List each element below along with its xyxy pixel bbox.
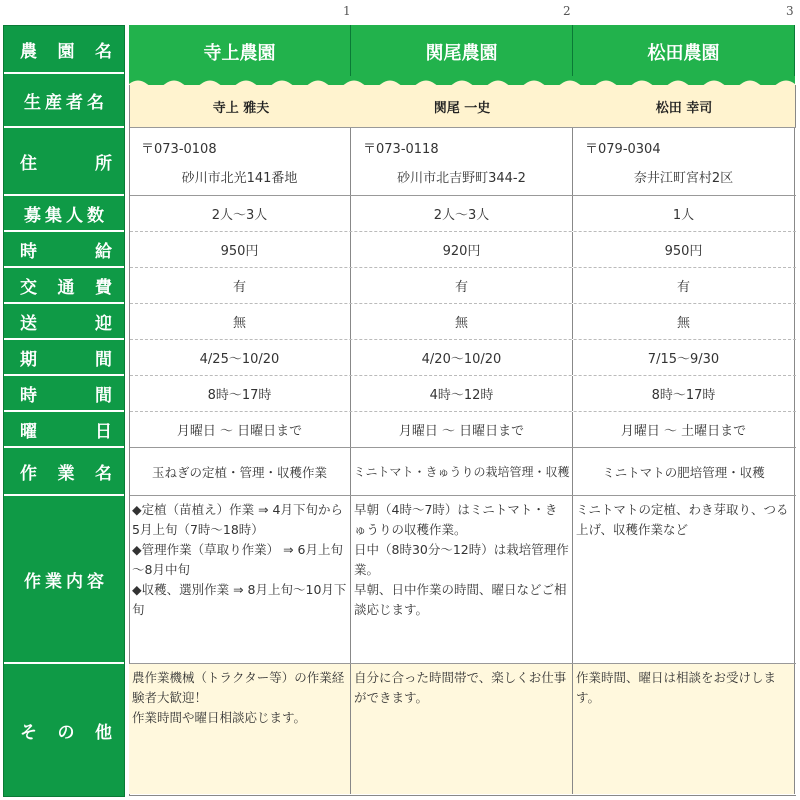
label-recruits: 募集人数 (4, 196, 124, 232)
wage-3: 950円 (573, 232, 795, 267)
hours-2: 4時～12時 (351, 376, 573, 411)
label-period: 期 間 (4, 340, 124, 376)
producer-2: 関尾 一史 (351, 85, 574, 127)
farm-header-1: 寺上農園 (129, 25, 351, 85)
label-job-name: 作 業 名 (4, 448, 124, 496)
period-3: 7/15～9/30 (573, 340, 795, 375)
pickup-2: 無 (351, 304, 573, 339)
column-number-1: 1 (343, 4, 351, 18)
other-3: 作業時間、曜日は相談をお受けします。 (573, 664, 795, 794)
job-name-1: 玉ねぎの定植・管理・収穫作業 (129, 448, 351, 495)
days-2: 月曜日 ～ 日曜日まで (351, 412, 573, 447)
label-address: 住 所 (4, 128, 124, 196)
address-3: 奈井江町宮村2区 (633, 171, 734, 186)
wage-1: 950円 (129, 232, 351, 267)
zip-3: 〒079-0304 (585, 142, 661, 157)
producer-1: 寺上 雅夫 (129, 85, 353, 127)
period-1: 4/25～10/20 (129, 340, 351, 375)
label-wage: 時 給 (4, 232, 124, 268)
job-name-2: ミニトマト・きゅうりの栽培管理・収穫 (351, 448, 573, 495)
column-number-3: 3 (786, 4, 794, 18)
address-cell-2 (351, 128, 573, 195)
label-days: 曜 日 (4, 412, 124, 448)
transport-1: 有 (129, 268, 351, 303)
address-1: 砂川市北光141番地 (181, 171, 298, 186)
zip-2: 〒073-0118 (363, 142, 439, 157)
job-name-3: ミニトマトの肥培管理・収穫 (573, 448, 795, 495)
label-pickup: 送 迎 (4, 304, 124, 340)
producer-3: 松田 幸司 (573, 85, 796, 127)
zip-1: 〒073-0108 (141, 142, 217, 157)
recruits-1: 2人～3人 (129, 196, 351, 231)
transport-2: 有 (351, 268, 573, 303)
other-2: 自分に合った時間帯で、楽しくお仕事ができます。 (351, 664, 573, 794)
label-job-detail: 作業内容 (4, 496, 124, 664)
recruits-2: 2人～3人 (351, 196, 573, 231)
row-label-column (3, 25, 125, 797)
days-1: 月曜日 ～ 日曜日まで (129, 412, 351, 447)
farm-header-2: 関尾農園 (351, 25, 573, 85)
column-number-2: 2 (563, 4, 571, 18)
label-farm-name: 農 園 名 (4, 26, 124, 74)
days-3: 月曜日 ～ 土曜日まで (573, 412, 795, 447)
label-transport: 交 通 費 (4, 268, 124, 304)
label-hours: 時 間 (4, 376, 124, 412)
wage-2: 920円 (351, 232, 573, 267)
period-2: 4/20～10/20 (351, 340, 573, 375)
pickup-3: 無 (573, 304, 795, 339)
address-cell-1 (129, 128, 351, 195)
recruits-3: 1人 (573, 196, 795, 231)
label-producer: 生産者名 (4, 74, 124, 128)
job-detail-2: 早朝（4時～7時）はミニトマト・きゅうりの収穫作業。 日中（8時30分～12時）は栽培管理作業。 早朝、日中作業の時間、曜日などご相談応じます。 (351, 496, 573, 663)
job-detail-1: ◆定植（苗植え）作業 ⇒ 4月下旬から5月上旬（7時～18時） ◆管理作業（草取り作業） ⇒ 6月上旬～8月中旬 ◆収穫、選別作業 ⇒ 8月上旬～10月下旬 (129, 496, 351, 663)
label-other: そ の 他 (20, 722, 112, 743)
address-cell-3 (573, 128, 795, 195)
pickup-1: 無 (129, 304, 351, 339)
address-2: 砂川市北吉野町344-2 (397, 171, 526, 186)
job-detail-3: ミニトマトの定植、わき芽取り、つる上げ、収穫作業など (573, 496, 795, 663)
other-1: 農作業機械（トラクター等）の作業経験者大歓迎！ 作業時間や曜日相談応じます。 (129, 664, 351, 794)
farm-header-3: 松田農園 (573, 25, 795, 85)
transport-3: 有 (573, 268, 795, 303)
hours-1: 8時～17時 (129, 376, 351, 411)
hours-3: 8時～17時 (573, 376, 795, 411)
